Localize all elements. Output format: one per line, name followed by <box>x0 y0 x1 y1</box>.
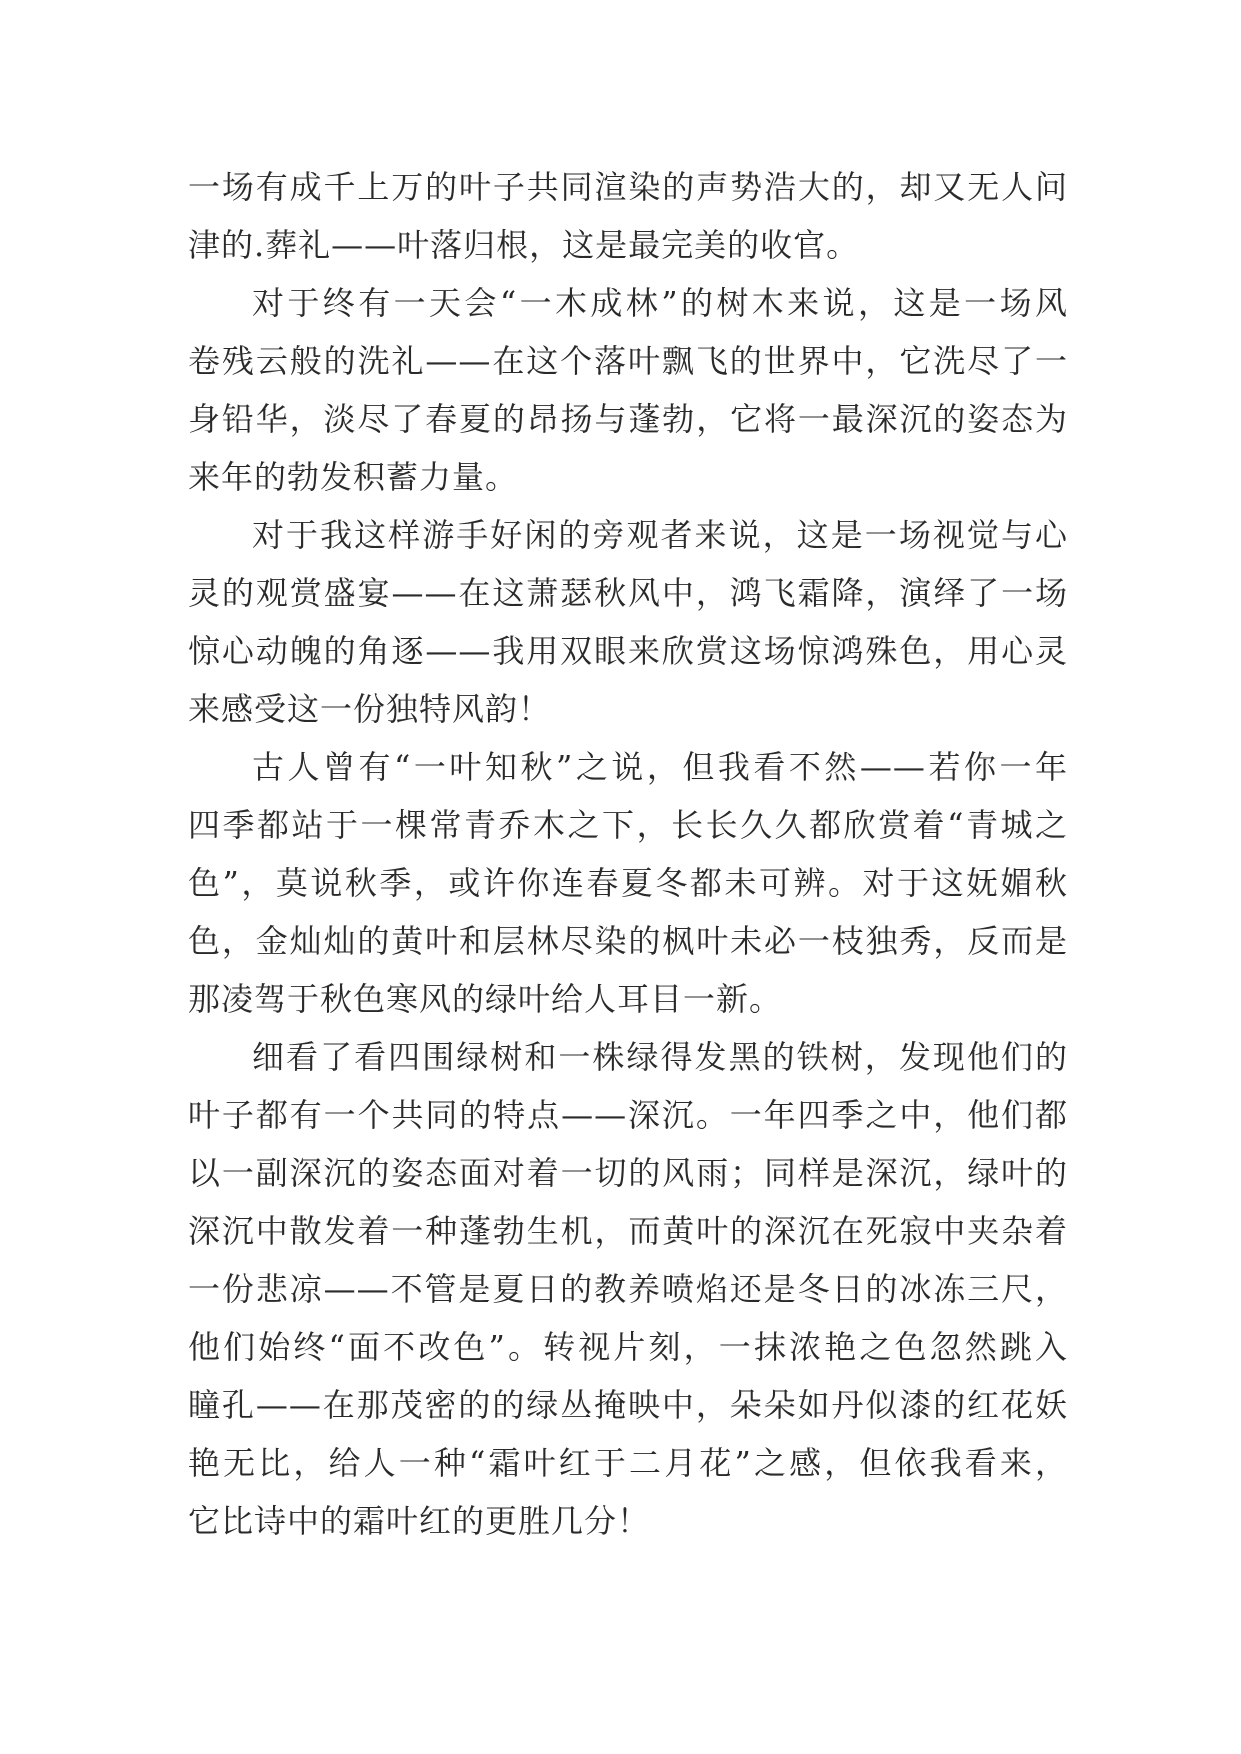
text-line: 灵的观赏盛宴——在这萧瑟秋风中，鸿飞霜降，演绎了一场 <box>188 574 1068 612</box>
text-line: 对于终有一天会“一木成林”的树木来说，这是一场风 <box>252 284 1068 322</box>
text-line: 古人曾有“一叶知秋”之说，但我看不然——若你一年 <box>252 748 1068 786</box>
text-line: 身铅华，淡尽了春夏的昂扬与蓬勃，它将一最深沉的姿态为 <box>188 400 1068 438</box>
text-line: 四季都站于一棵常青乔木之下，长长久久都欣赏着“青城之 <box>188 806 1068 844</box>
text-line: 瞳孔——在那茂密的的绿丛掩映中，朵朵如丹似漆的红花妖 <box>188 1386 1068 1424</box>
text-line: 艳无比，给人一种“霜叶红于二月花”之感，但依我看来， <box>188 1444 1068 1482</box>
text-line: 色”，莫说秋季，或许你连春夏冬都未可辨。对于这妩媚秋 <box>188 864 1068 902</box>
text-line: 惊心动魄的角逐——我用双眼来欣赏这场惊鸿殊色，用心灵 <box>188 632 1068 670</box>
text-line: 来年的勃发积蓄力量。 <box>188 458 519 496</box>
text-line: 他们始终“面不改色”。转视片刻，一抹浓艳之色忽然跳入 <box>188 1328 1068 1366</box>
text-line: 色，金灿灿的黄叶和层林尽染的枫叶未必一枝独秀，反而是 <box>188 922 1068 960</box>
text-line: 那凌驾于秋色寒风的绿叶给人耳目一新。 <box>188 980 783 1018</box>
text-line: 津的.葬礼——叶落归根，这是最完美的收官。 <box>188 226 860 264</box>
paragraph-1 <box>188 158 1068 274</box>
text-line: 以一副深沉的姿态面对着一切的风雨；同样是深沉，绿叶的 <box>188 1154 1068 1192</box>
body-text <box>188 158 1068 1550</box>
text-line: 对于我这样游手好闲的旁观者来说，这是一场视觉与心 <box>252 516 1068 554</box>
text-line: 一场有成千上万的叶子共同渲染的声势浩大的，却又无人问 <box>188 168 1068 206</box>
text-line: 一份悲凉——不管是夏日的教养喷焰还是冬日的冰冻三尺， <box>188 1270 1068 1308</box>
paragraph-2 <box>188 274 1068 506</box>
text-line: 深沉中散发着一种蓬勃生机，而黄叶的深沉在死寂中夹杂着 <box>188 1212 1068 1250</box>
paragraph-4 <box>188 738 1068 1028</box>
text-line: 来感受这一份独特风韵！ <box>188 690 552 728</box>
text-line: 细看了看四围绿树和一株绿得发黑的铁树，发现他们的 <box>252 1038 1068 1076</box>
text-line: 卷残云般的洗礼——在这个落叶飘飞的世界中，它洗尽了一 <box>188 342 1068 380</box>
text-line: 它比诗中的霜叶红的更胜几分！ <box>188 1502 651 1540</box>
paragraph-3 <box>188 506 1068 738</box>
text-line: 叶子都有一个共同的特点——深沉。一年四季之中，他们都 <box>188 1096 1068 1134</box>
paragraph-5 <box>188 1028 1068 1550</box>
